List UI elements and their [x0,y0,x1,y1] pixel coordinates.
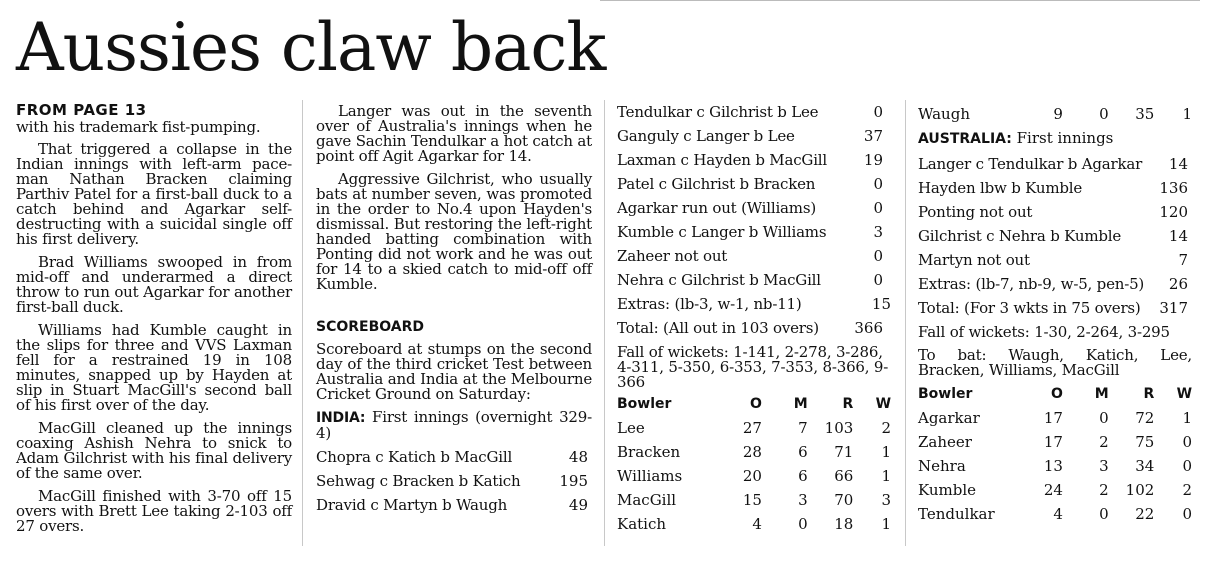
batting-row: Zaheer not out 0 [617,247,883,265]
bowling-header: Bowler O M R W [918,386,1193,402]
batting-row: Hayden lbw b Kumble 136 [918,179,1188,197]
australia-extras: Extras: (lb-7, nb-9, w-5, pen-5) 26 [918,275,1188,293]
australia-bowling-part-1 [617,416,891,536]
scoreboard-heading: SCOREBOARD [316,319,425,335]
australia-fall-of-wickets: Fall of wickets: 1-30, 2-264, 3-295 [918,323,1170,341]
batting-row: Dravid c Martyn b Waugh 49 [316,496,588,514]
to-bat: To bat: Waugh, Katich, Lee, Bracken, Williams, MacGill [918,346,1192,379]
batting-row: Martyn not out 7 [918,251,1188,269]
batting-row: Langer c Tendulkar b Agarkar 14 [918,155,1188,173]
australia-bowling-part-2 [918,102,1192,126]
story-paragraph: Aggressive Gilchrist, who usually bats at number seven, was promoted in the order to No.4 upon Hayden's dismissal. But restoring the left-right handed batting combination with Ponting did not work and he was out for 14 to a skied catch to mid-off off Kumble. [316,170,592,293]
australia-batting [918,152,1192,272]
batting-row: Agarkar run out (Williams) 0 [617,199,883,217]
india-total: Total: (All out in 103 overs) 366 [617,319,883,337]
india-innings-note: First innings (overnight 329-4) [316,408,592,442]
india-batting-part-2 [617,100,891,292]
bowling-row: Katich 4 0 18 1 [617,515,892,533]
bowling-row: Agarkar 17 0 72 1 [918,409,1193,427]
story-paragraph: Langer was out in the seventh over of Australia's innings when he gave Sachin Tendulkar a hot catch at point off Agit Agarkar for 14. [316,102,592,165]
batting-row: Nehra c Gilchrist b MacGill 0 [617,271,883,289]
batting-row: Patel c Gilchrist b Bracken 0 [617,175,883,193]
batting-row: Chopra c Katich b MacGill 48 [316,448,588,466]
headline: Aussies claw back [16,9,606,86]
column-divider [905,100,906,546]
kicker: FROM PAGE 13 [16,101,147,119]
australia-innings-note: First innings [1016,129,1114,147]
india-batting-part-1 [316,445,592,517]
bowling-row: Zaheer 17 2 75 0 [918,433,1193,451]
batting-row: Laxman c Hayden b MacGill 19 [617,151,883,169]
story-paragraph: with his trademark fist-pumping. [16,118,261,136]
batting-row: Tendulkar c Gilchrist b Lee 0 [617,103,883,121]
top-rule [600,0,1200,1]
bowling-row: Tendulkar 4 0 22 0 [918,505,1193,523]
bowling-header: Bowler O M R W [617,396,892,412]
australia-label: AUSTRALIA: [918,131,1012,147]
bowling-row: MacGill 15 3 70 3 [617,491,892,509]
column-divider [302,100,303,546]
column-divider [604,100,605,546]
scoreboard-column-4 [918,100,1192,526]
bowling-row: Waugh 9 0 35 1 [918,105,1193,123]
india-fall-of-wickets: Fall of wickets: 1-141, 2-278, 3-286, 4-311, 5-350, 6-353, 7-353, 8-366, 9-366 [617,343,889,391]
batting-row: Ganguly c Langer b Lee 37 [617,127,883,145]
bowling-row: Kumble 24 2 102 2 [918,481,1193,499]
story-paragraph: Williams had Kumble caught in the slips for three and VVS Laxman fell for a restrained 19 in 108 minutes, snapped up by Hayden at slip in Stuart MacGill's second ball of his first over of the day. [16,321,292,414]
bowling-row: Nehra 13 3 34 0 [918,457,1193,475]
india-extras: Extras: (lb-3, w-1, nb-11) 15 [617,295,891,313]
bowling-row: Lee 27 7 103 2 [617,419,892,437]
india-bowling [918,406,1192,526]
batting-row: Sehwag c Bracken b Katich 195 [316,472,588,490]
india-label: INDIA: [316,410,366,426]
australia-innings-heading [918,126,1192,150]
bowling-row: Williams 20 6 66 1 [617,467,892,485]
story-column-2 [316,100,592,517]
india-innings-heading [316,410,592,441]
batting-row: Gilchrist c Nehra b Kumble 14 [918,227,1188,245]
story-paragraph: That triggered a collapse in the Indian innings with left-arm pace-man Nathan Bracken claiming Parthiv Patel for a first-ball duck to a catch behind and Agarkar self-destructing with a suicidal single off his first delivery. [16,140,292,248]
story-paragraph: Brad Williams swooped in from mid-off and underarmed a direct throw to run out Agarkar for another first-ball duck. [16,253,292,316]
story-column-1 [16,100,292,534]
batting-row: Kumble c Langer b Williams 3 [617,223,883,241]
story-paragraph: MacGill finished with 3-70 off 15 overs with Brett Lee taking 2-103 off 27 overs. [16,487,292,535]
australia-total: Total: (For 3 wkts in 75 overs) 317 [918,299,1188,317]
batting-row: Ponting not out 120 [918,203,1188,221]
bowling-row: Bracken 28 6 71 1 [617,443,892,461]
scoreboard-column-3 [617,100,891,536]
scoreboard-intro: Scoreboard at stumps on the second day of the third cricket Test between Australia and India at the Melbourne Cricket Ground on Saturday: [316,340,592,403]
story-paragraph: MacGill cleaned up the innings coaxing Ashish Nehra to snick to Adam Gilchrist with his final delivery of the same over. [16,419,292,482]
